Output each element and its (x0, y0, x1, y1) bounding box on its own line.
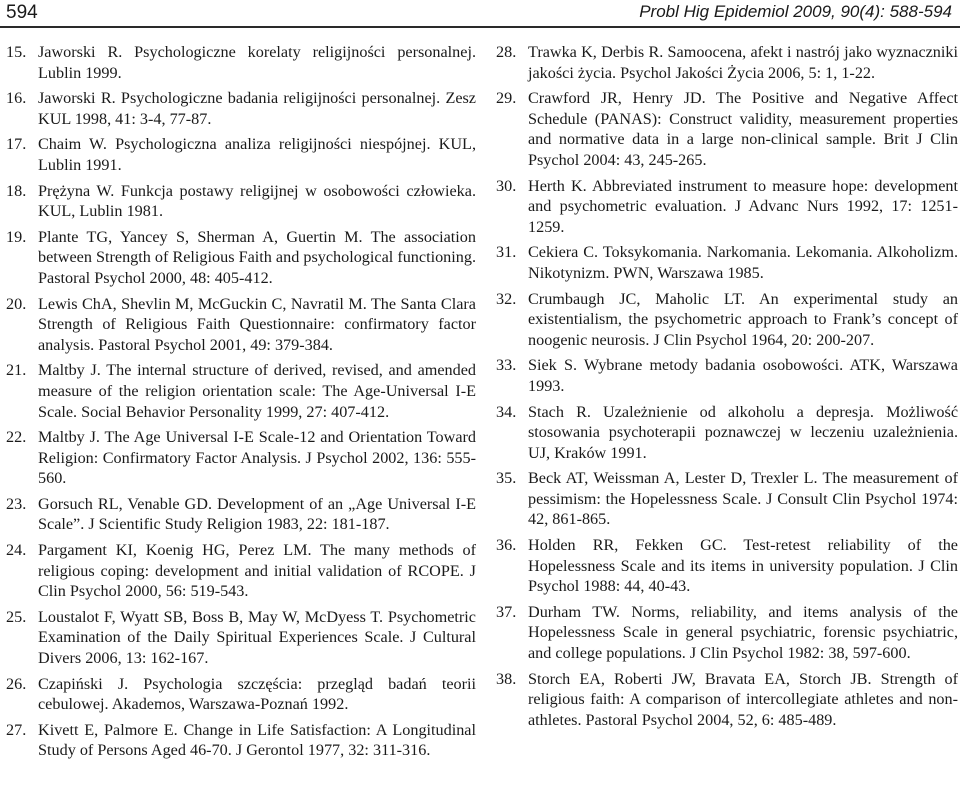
reference-item (496, 669, 958, 731)
reference-item (6, 42, 476, 83)
reference-text: Pargament KI, Koenig HG, Perez LM. The many methods of religious coping: development and initial validation of RCOPE. J Clin Psychol 2000, 56: 519-543. (38, 541, 476, 601)
reference-text: Stach R. Uzależnienie od alkoholu a depresja. Możliwość stosowania psychoterapii poznawczej w leczeniu uzależnienia. UJ, Kraków 1991. (528, 402, 958, 462)
reference-text: Herth K. Abbreviated instrument to measure hope: development and psychometric evaluation. J Advanc Nurs 1992, 17: 1251-1259. (528, 176, 958, 236)
reference-item (496, 176, 958, 238)
references-left-column (6, 42, 476, 766)
reference-text: Storch EA, Roberti JW, Bravata EA, Storch JB. Strength of religious faith: A comparison of intercollegiate athletes and non-athletes. Pastoral Psychol 2004, 52, 6: 485-489. (528, 669, 958, 729)
reference-item (496, 468, 958, 530)
reference-text: Plante TG, Yancey S, Sherman A, Guertin M. The association between Strength of Religious Faith and psychological functioning. Pastoral Psychol 2000, 48: 405-412. (38, 227, 476, 287)
reference-number: 21. (6, 361, 27, 380)
reference-number: 19. (6, 227, 27, 246)
reference-item (496, 42, 958, 83)
reference-number: 30. (496, 176, 517, 195)
reference-number: 27. (6, 720, 27, 739)
reference-number: 36. (496, 536, 517, 555)
reference-number: 24. (6, 541, 27, 560)
reference-text: Holden RR, Fekken GC. Test-retest reliability of the Hopelessness Scale and its items in university population. J Clin Psychol 1988: 44, 40-43. (528, 536, 958, 596)
reference-number: 18. (6, 181, 27, 200)
reference-number: 35. (496, 469, 517, 488)
reference-item (6, 181, 476, 222)
reference-text: Crawford JR, Henry JD. The Positive and Negative Affect Schedule (PANAS): Construct validity, measurement properties and normative data in a large non-clinical sample. Brit J Clin Psychol 2004: 43, 245-265. (528, 89, 958, 169)
reference-number: 37. (496, 602, 517, 621)
reference-number: 34. (496, 402, 517, 421)
reference-item (6, 494, 476, 535)
journal-citation: Probl Hig Epidemiol 2009, 90(4): 588-594 (639, 2, 952, 21)
reference-item (496, 602, 958, 664)
reference-item (496, 242, 958, 283)
reference-item (6, 134, 476, 175)
reference-text: Maltby J. The internal structure of derived, revised, and amended measure of the religion orientation scale: The Age-Universal I-E Scale. Social Behavior Personality 1999, 27: 407-412. (38, 361, 476, 421)
reference-item (6, 360, 476, 422)
reference-number: 20. (6, 294, 27, 313)
reference-number: 25. (6, 607, 27, 626)
reference-text: Czapiński J. Psychologia szczęścia: przegląd badań teorii cebulowej. Akademos, Warszawa-Poznań 1992. (38, 674, 476, 714)
reference-number: 16. (6, 89, 27, 108)
reference-number: 28. (496, 43, 517, 61)
reference-item (496, 88, 958, 170)
reference-text: Chaim W. Psychologiczna analiza religijności niespójnej. KUL, Lublin 1991. (38, 135, 476, 174)
page-header (0, 0, 960, 30)
reference-number: 17. (6, 135, 27, 154)
reference-text: Lewis ChA, Shevlin M, McGuckin C, Navratil M. The Santa Clara Strength of Religious Faith Questionnaire: confirmatory factor analysis. Pastoral Psychol 2001, 49: 379-384. (38, 294, 476, 354)
reference-number: 31. (496, 243, 517, 262)
reference-text: Beck AT, Weissman A, Lester D, Trexler L. The measurement of pessimism: the Hopelessness Scale. J Consult Clin Psychol 1974: 42, 861-865. (528, 469, 958, 529)
reference-item (6, 540, 476, 602)
reference-text: Crumbaugh JC, Maholic LT. An experimental study an existentialism, the psychometric approach to Frank’s concept of noogenic neurosis. J Clin Psychol 1964, 20: 200-207. (528, 289, 958, 349)
reference-item (496, 535, 958, 597)
header-rule (0, 26, 960, 28)
reference-number: 23. (6, 494, 27, 513)
reference-item (496, 289, 958, 351)
page-number: 594 (6, 2, 38, 23)
reference-number: 26. (6, 674, 27, 693)
reference-text: Cekiera C. Toksykomania. Narkomania. Lekomania. Alkoholizm. Nikotynizm. PWN, Warszawa 1985. (528, 243, 958, 282)
reference-item (496, 402, 958, 464)
reference-number: 15. (6, 43, 27, 61)
reference-text: Jaworski R. Psychologiczne korelaty religijności personalnej. Lublin 1999. (38, 43, 476, 82)
references-right-column (496, 42, 958, 735)
reference-text: Prężyna W. Funkcja postawy religijnej w osobowości człowieka. KUL, Lublin 1981. (38, 181, 476, 221)
reference-item (496, 355, 958, 396)
reference-number: 38. (496, 669, 517, 688)
reference-item (6, 88, 476, 129)
reference-item (6, 607, 476, 669)
reference-item (6, 427, 476, 489)
reference-number: 32. (496, 289, 517, 308)
reference-item (6, 294, 476, 356)
reference-item (6, 674, 476, 715)
reference-number: 33. (496, 356, 517, 375)
reference-text: Kivett E, Palmore E. Change in Life Satisfaction: A Longitudinal Study of Persons Aged 46-70. J Gerontol 1977, 32: 311-316. (38, 720, 476, 760)
reference-text: Gorsuch RL, Venable GD. Development of an „Age Universal I-E Scale”. J Scientific Study Religion 1983, 22: 181-187. (38, 494, 476, 534)
reference-text: Trawka K, Derbis R. Samoocena, afekt i nastrój jako wyznaczniki jakości życia. Psychol Jakości Życia 2006, 5: 1, 1-22. (528, 43, 958, 82)
reference-text: Durham TW. Norms, reliability, and items analysis of the Hopelessness Scale in general psychiatric, forensic psychiatric, and college populations. J Clin Psychol 1982: 38, 597-600. (528, 602, 958, 663)
reference-number: 29. (496, 89, 517, 108)
reference-text: Maltby J. The Age Universal I-E Scale-12 and Orientation Toward Religion: Confirmatory Factor Analysis. J Psychol 2002, 136: 555-560. (38, 428, 476, 488)
reference-number: 22. (6, 428, 27, 447)
reference-text: Siek S. Wybrane metody badania osobowości. ATK, Warszawa 1993. (528, 356, 958, 395)
reference-text: Loustalot F, Wyatt SB, Boss B, May W, McDyess T. Psychometric Examination of the Daily Spiritual Experiences Scale. J Cultural Divers 2006, 13: 162-167. (38, 607, 476, 668)
reference-item (6, 227, 476, 289)
reference-item (6, 720, 476, 761)
reference-text: Jaworski R. Psychologiczne badania religijności personalnej. Zesz KUL 1998, 41: 3-4, 77-87. (38, 89, 476, 128)
